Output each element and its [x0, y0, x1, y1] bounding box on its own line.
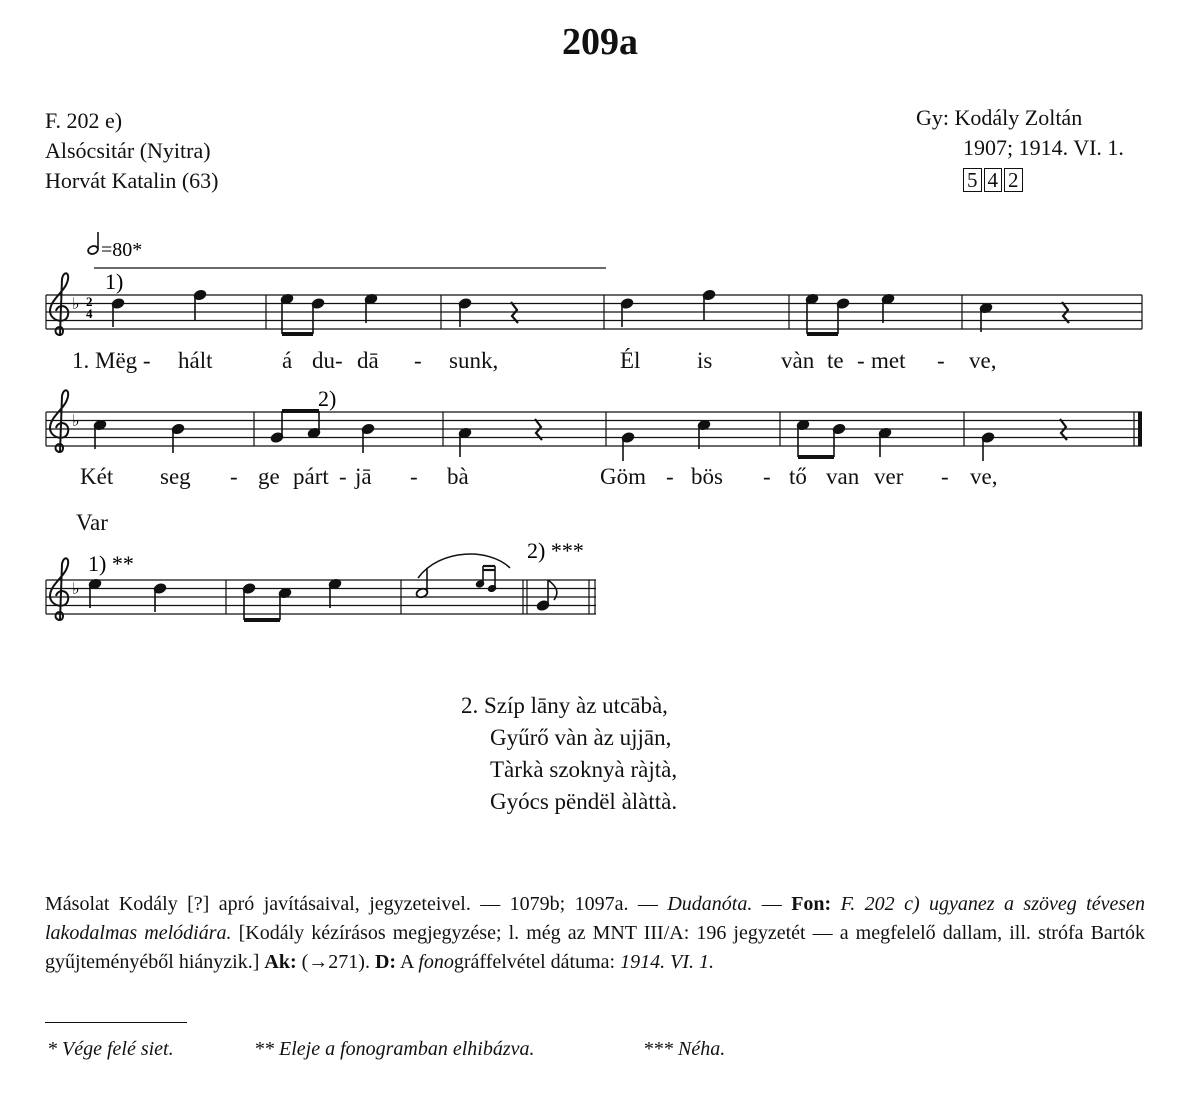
variant-label: Var [76, 510, 108, 535]
lyric-syllable: sunk, [449, 348, 499, 373]
lyric-syllable: - [941, 464, 949, 489]
lyric-syllable: Két [80, 464, 114, 489]
marker-2: 2) [318, 386, 337, 411]
staff-1 [46, 295, 1142, 329]
collection-dates: 1907; 1914. VI. 1. [963, 135, 1124, 160]
stanza-2-line-4: Gyócs pëndël àlàttà. [490, 789, 678, 814]
flat-sign-icon: ♭ [72, 296, 80, 313]
editorial-notes [45, 890, 1145, 977]
lyric-syllable: seg [160, 464, 191, 489]
lyric-syllable: dā [357, 348, 379, 373]
footnote-rule [45, 1022, 187, 1023]
tempo-mark [87, 232, 142, 261]
note-text: gráffelvétel dátuma: [453, 951, 621, 973]
footnote-3: *** Néha. [643, 1038, 726, 1060]
note-text: A [396, 951, 419, 973]
stanza-2-line-3: Tàrkà szoknyà ràjtà, [490, 757, 678, 782]
lyric-syllable: ve, [969, 348, 997, 373]
staff-2-notes [93, 411, 994, 461]
lyric-syllable: ve, [970, 464, 998, 489]
note-text: (→271). [296, 951, 375, 973]
lyric-syllable: jā [355, 464, 372, 489]
lyric-syllable: 1. Mëg - [72, 348, 151, 373]
note-bold: Ak: [264, 951, 297, 973]
lyric-syllable: - [230, 464, 238, 489]
lyric-syllable: is [697, 348, 713, 373]
lyric-syllable: vàn [781, 348, 815, 373]
class-box-1: 5 [963, 168, 982, 192]
lyric-syllable: á [282, 348, 293, 373]
location: Alsócsitár (Nyitra) [45, 138, 211, 163]
note-bold: D: [374, 951, 397, 973]
variant-marker-1: 1) ** [88, 551, 134, 576]
lyric-syllable: bà [447, 464, 469, 489]
time-sig-top: 2 [86, 294, 93, 309]
note-text: Másolat Kodály [?] apró javításaival, jegyzeteivel. — 1079b; 1097a. — [45, 893, 668, 915]
lyric-syllable: párt [293, 464, 329, 489]
flat-sign-icon: ♭ [72, 413, 80, 430]
collector-name: Gy: Kodály Zoltán [916, 105, 1083, 130]
note-italic: fono [418, 951, 454, 973]
treble-clef-icon [50, 390, 68, 452]
class-box-3: 2 [1004, 168, 1023, 192]
note-text: [Kodály kézírásos megjegyzése; l. még az MNT III/A: 196 jegyzetét — a megfelelő dallam, ill. strófa Bartók gyűjteményéből hiányzik.] [45, 922, 1146, 973]
lyric-syllable: van [826, 464, 860, 489]
lyric-syllable: met [871, 348, 906, 373]
lyric-syllable: - [763, 464, 771, 489]
staff-2 [46, 412, 1142, 446]
treble-clef-icon [50, 273, 68, 335]
flat-sign-icon: ♭ [72, 581, 80, 598]
time-sig-bottom: 4 [86, 306, 93, 321]
staff-3-variant [46, 580, 596, 614]
staff-3-notes [88, 566, 557, 620]
lyric-syllable: hált [178, 348, 213, 373]
lyric-syllable: ge [258, 464, 280, 489]
lyric-syllable: tő [789, 464, 807, 489]
singer: Horvát Katalin (63) [45, 168, 219, 193]
lyric-syllable: - [410, 464, 418, 489]
stanza-2-line-2: Gyűrő vàn àz ujjān, [490, 725, 672, 750]
note-italic: F. 202 c) ugyanez a szöveg tévesen lakodalmas melódiára. [45, 893, 1145, 944]
variant-marker-2: 2) *** [527, 538, 584, 563]
treble-clef-icon [50, 558, 68, 620]
marker-1: 1) [105, 269, 124, 294]
tempo-value: =80* [101, 239, 143, 261]
lyric-syllable: Él [620, 348, 641, 373]
page-title: 209a [562, 21, 638, 63]
lyric-syllable: - [666, 464, 674, 489]
stanza-2 [461, 690, 677, 818]
lyric-syllable: - [937, 348, 945, 373]
footnote-1: * Vége felé siet. [47, 1038, 174, 1060]
lyric-syllable: te [827, 348, 844, 373]
lyric-syllable: Göm [600, 464, 646, 489]
lyric-syllable: - [857, 348, 865, 373]
slur-arc [418, 554, 510, 578]
note-text: — [752, 893, 792, 915]
class-box-2: 4 [984, 168, 1003, 192]
stanza-2-line-1: 2. Szíp lāny àz utcābà, [461, 693, 668, 718]
lyric-syllable: bös [691, 464, 723, 489]
lyric-syllable: - [339, 464, 347, 489]
collection-ref: F. 202 e) [45, 108, 123, 133]
note-italic: Dudanóta. [667, 893, 753, 915]
lyric-syllable: du- [312, 348, 343, 373]
footnote-2: ** Eleje a fonogramban elhibázva. [254, 1038, 535, 1060]
note-italic: 1914. VI. 1. [620, 951, 714, 973]
lyric-syllable: ver [874, 464, 904, 489]
note-bold: Fon: [791, 893, 832, 915]
lyric-syllable: - [414, 348, 422, 373]
